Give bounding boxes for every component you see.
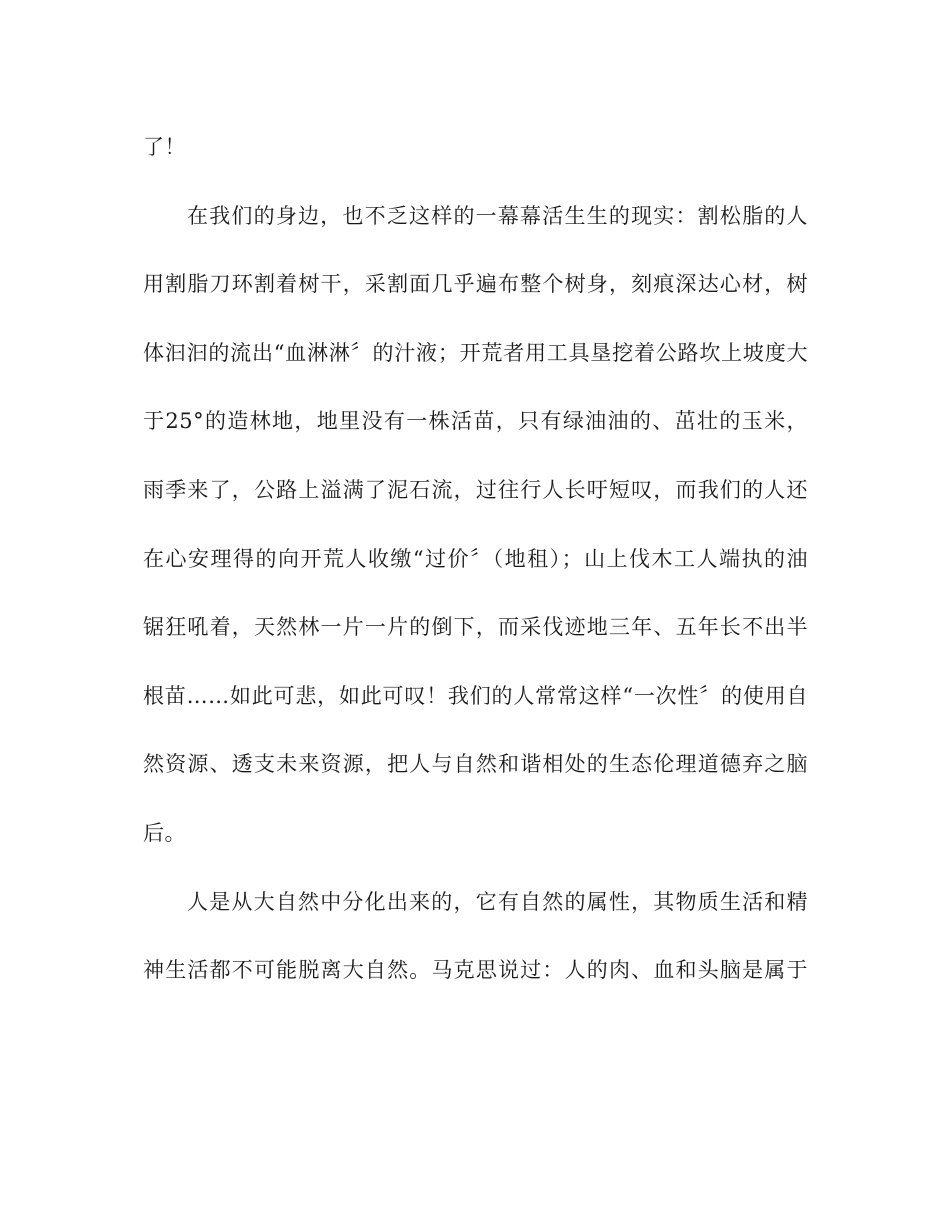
text-line: 锯狂吼着，天然林一片一片的倒下，而采伐迹地三年、五年长不出半 bbox=[143, 615, 808, 640]
paragraph-first-line: 在我们的身边，也不乏这样的一幕幕活生生的现实：割松脂的人 bbox=[187, 203, 808, 228]
text-line: 用割脂刀环割着树干，采割面几乎遍布整个树身，刻痕深达心材，树 bbox=[143, 272, 808, 297]
text-line: 了！ bbox=[143, 135, 186, 159]
text-line: 神生活都不可能脱离大自然。马克思说过：人的肉、血和头脑是属于 bbox=[143, 958, 808, 983]
text-line: 于25°的造林地，地里没有一株活苗，只有绿油油的、茁壮的玉米， bbox=[143, 409, 808, 434]
document-body bbox=[143, 132, 808, 1024]
text-line: 根苗……如此可悲，如此可叹！我们的人常常这样“一次性〞的使用自 bbox=[143, 683, 808, 708]
text-line: 然资源、透支未来资源，把人与自然和谐相处的生态伦理道德弃之脑 bbox=[143, 752, 808, 777]
text-line: 后。 bbox=[143, 820, 186, 845]
text-line: 体汩汩的流出“血淋淋〞的汁液；开荒者用工具垦挖着公路坎上坡度大 bbox=[143, 340, 808, 365]
text-line: 在心安理得的向开荒人收缴“过价〞（地租）；山上伐木工人端执的油 bbox=[143, 546, 808, 571]
paragraph-first-line: 人是从大自然中分化出来的，它有自然的属性，其物质生活和精 bbox=[187, 889, 808, 914]
text-line: 雨季来了，公路上溢满了泥石流，过往行人长吁短叹，而我们的人还 bbox=[143, 477, 808, 502]
